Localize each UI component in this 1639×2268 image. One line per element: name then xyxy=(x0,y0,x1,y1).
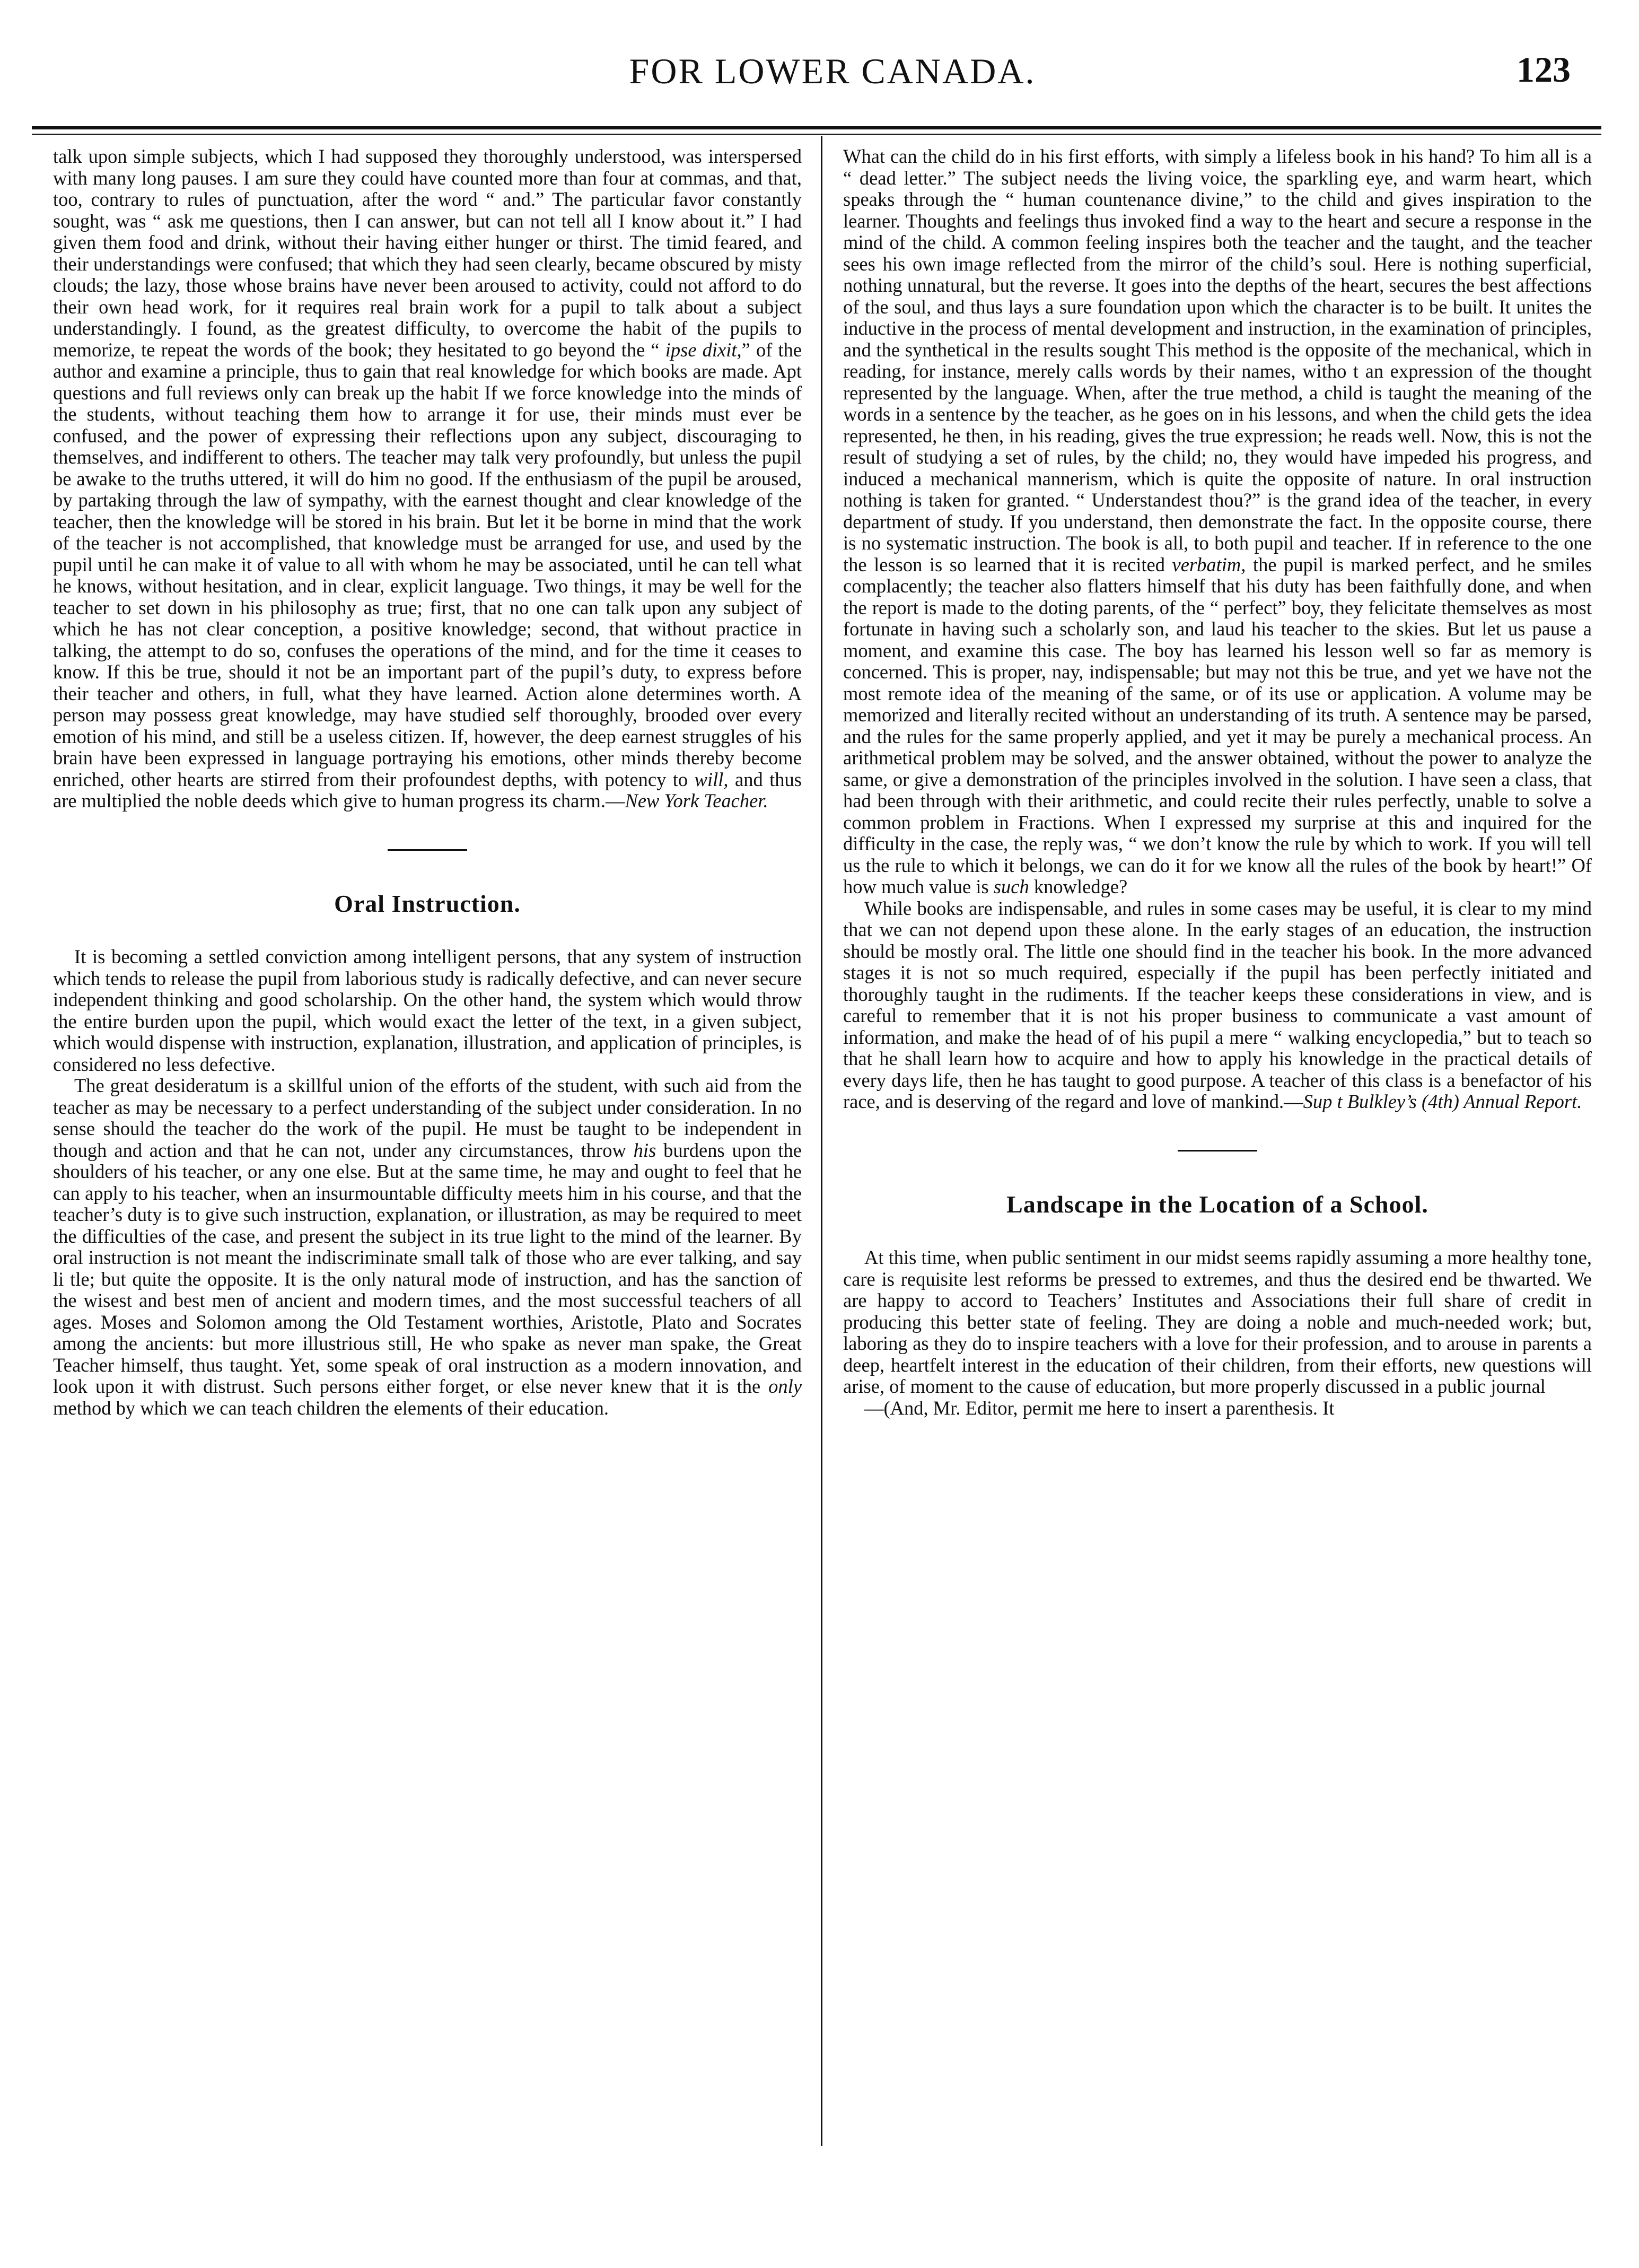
text-segment: method by which we can teach children the elements of their education. xyxy=(53,1397,609,1419)
paragraph xyxy=(53,1075,802,1419)
italic-word: verbatim, xyxy=(1172,553,1246,575)
text-segment: talk upon simple subjects, which I had supposed they thoroughly understood, was interspersed with many long pauses. I am sure they could have counted more than four at commas, and that, too, contrary to rules of punctuation, after the word “ and.” The particular favor constantly sought, was “ ask me questions, then I can answer, but can not tell all I know about it.” I had given them food and drink, without their having either hunger or thirst. The timid feared, and their understandings were confused; that which they had seen clearly, became obscured by misty clouds; the lazy, those whose brains have never been aroused to activity, could not afford to do their own head work, for it requires real brain work for a pupil to talk about a subject understandingly. I found, as the greatest difficulty, to overcome the habit of the pupils to memorize, te repeat the words of the book; they hesitated to go beyond the xyxy=(53,146,802,361)
text-segment: While books are indispensable, and rules in some cases may be useful, it is clear to my mind that we can not depend upon these alone. In the early stages of an education, the instruction should be mostly oral. The little one should find in the teacher his book. In the more advanced stages it is not so much required, especially if the pupil has been perfectly initiated and thoroughly taught in the rudiments. If the teacher keeps these considerations in view, and is careful to remember that it is not his proper business to communicate a vast amount of information, and make the head of of his pupil a mere “ walking encyclopedia,” but to teach so that he shall learn how to acquire and how to apply his knowledge in the practical details of every days life, then he has taught to good purpose. A teacher of this class is a benefactor of his race, and is deserving of the regard and love of mankind.— xyxy=(843,897,1592,1112)
text-segment: and thus are multiplied the noble deeds which give to human progress its charm.— xyxy=(53,768,802,812)
column-divider xyxy=(821,136,822,2146)
text-segment: knowledge? xyxy=(1033,876,1128,897)
italic-word: will, xyxy=(694,768,729,790)
header-rule-thin xyxy=(32,134,1601,135)
paragraph: It is becoming a settled conviction among intelligent persons, that any system of instruction which tends to release the pupil from laborious study is radically defective, and can never secure independent thinking and good scholarship. On the other hand, the system which would throw the entire burden upon the pupil, which would exact the letter of the text, in a given subject, which would dispense with instruction, explanation, illustration, and application of principles, is considered no less defective. xyxy=(53,946,802,1075)
section-separator xyxy=(1178,1150,1257,1152)
source-attribution: Sup t Bulkley’s (4th) Annual Report. xyxy=(1303,1091,1582,1112)
quote-open: “ xyxy=(651,338,665,361)
quote-close: ” xyxy=(741,338,756,361)
text-segment: What can the child do in his first efforts, with simply a lifeless book in his hand? To him all is a “ dead letter.” The subject needs the living voice, the sparkling eye, and warm heart, which speaks through the “ human countenance divine,” to the child and gives inspiration to the learner. Thoughts and feelings thus invoked find a way to the heart and secure a response in the mind of the child. A common feeling inspires both the teacher and the taught, and the teacher sees his own image reflected from the mirror of the child’s soul. Here is nothing superficial, nothing unnatural, but the reverse. It goes into the depths of the heart, secures the best affections of the soul, and thus lays a sure foundation upon which the character is to be built. It unites the inductive in the process of mental development and instruction, in the examination of principles, and the synthetical in the results sought This method is the opposite of the mechanical, which in reading, for instance, merely calls words by their names, witho t an expression of the thought represented by the language. When, after the true method, a child is taught the meaning of the words in a sentence by the teacher, as he goes on in his lessons, and when the child gets the idea represented, he then, in his reading, gives the true expression; he reads well. Now, this is not the result of studying a set of rules, by the child; no, they would have impeded his progress, and induced a mechanical mannerism, which is quite the opposite of nature. In oral instruction nothing is taken for granted. “ Understandest thou?” is the grand idea of the teacher, in every department of study. If you understand, then demonstrate the fact. In the opposite course, there is no systematic instruction. The book is all, to both pupil and teacher. If in reference to the one the lesson is so learned that it is recited xyxy=(843,146,1592,575)
italic-word: his xyxy=(633,1139,656,1161)
paragraph xyxy=(843,898,1592,1113)
text-segment: The great desideratum is a skillful union of the efforts of the student, with such aid from the teacher as may be necessary to a perfect understanding of the subject under consideration. In no sense should the teacher do the work of the pupil. He must be taught to be independent in though and action and that he can not, under any circumstances, throw xyxy=(53,1075,802,1161)
running-title: FOR LOWER CANADA. xyxy=(629,51,1036,91)
right-column xyxy=(843,146,1592,2143)
paragraph xyxy=(843,146,1592,898)
section-separator xyxy=(388,849,467,851)
header-rule-thick xyxy=(32,126,1601,129)
text-segment: of the author and examine a principle, thus to gain that real knowledge for which books are made. Apt questions and full reviews only can break up the habit If we force knowledge into the minds of the students, without teaching them how to arrange it for use, their minds must ever be confused, and the power of expressing their reflections upon any subject, discouraging to themselves, and indifferent to others. The teacher may talk very profoundly, but unless the pupil be awake to the truths uttered, it will do him no good. If the enthusiasm of the pupil be aroused, by partaking through the law of sympathy, with the earnest thought and clear knowledge of the teacher, then the knowledge will be stored in his brain. But let it be borne in mind that the work of the teacher is not accomplished, that knowledge must be arranged for use, and used by the pupil until he can make it of value to all with whom he may be associated, until he can tell what he knows, without hesitation, and in clear, explicit language. Two things, it may be well for the teacher to set down in his philosophy as true; first, that no one can talk upon any subject of which he has not clear conception, a positive knowledge; second, that without practice in talking, the attempt to do so, confuses the operations of the mind, and for the time it ceases to know. If this be true, should it not be an important part of the pupil’s duty, to express before their teacher and others, in full, what they have learned. Action alone determines worth. A person may possess great knowledge, may have studied self thoroughly, brooded over every emotion of his mind, and still be a useless citizen. If, however, the deep earnest struggles of his brain have been expressed in language portraying his emotions, other minds thereby become enriched, other hearts are stirred from their profoundest depths, with potency to xyxy=(53,338,802,790)
italic-word: only xyxy=(768,1375,802,1397)
continued-article-text xyxy=(53,146,802,812)
italic-phrase: ipse dixit, xyxy=(665,338,742,361)
text-segment: burdens upon the shoulders of his teacher, or any one else. But at the same time, he may and ought to feel that he can apply to his teacher, when an insurmountable difficulty meets him in his course, and that the teacher’s duty is to give such instruction, explanation, or illustration, as may be required to meet the difficulties of the case, and present the subject in its true light to the mind of the learner. By oral instruction is not meant the indiscriminate small talk of those who are ever talking, and say li tle; but quite the opposite. It is the only natural mode of instruction, and has the sanction of the wisest and best men of ancient and modern times, and the most successful teachers of all ages. Moses and Solomon among the Old Testament worthies, Aristotle, Plato and Socrates among the ancients: but more illustrious still, He who spake as never man spake, the Great Teacher himself, thus taught. Yet, some speak of oral instruction as a modern innovation, and look upon it with distrust. Such persons either forget, or else never knew that it is the xyxy=(53,1139,802,1397)
text-segment: the pupil is marked perfect, and he smiles complacently; the teacher also flatters himself that his duty has been faithfully done, and when the report is made to the doting parents, of the “ perfect” boy, they felicitate themselves as most fortunate in having such a scholarly son, and laud his teacher to the skies. But let us pause a moment, and examine this case. The boy has learned his lesson well so far as memory is concerned. This is proper, nay, indispensable; but may not this be true, and yet we have not the most remote idea of the meaning of the same, or of its use or application. A volume may be memorized and literally recited without an understanding of its truth. A sentence may be parsed, and the rules for the same properly applied, and yet it may be purely a mechanical process. An arithmetical problem may be solved, and the answer obtained, without the power to analyze the same, or give a demonstration of the principles involved in the solution. I have seen a class, that had been through with their arithmetic, and could recite their rules perfectly, unable to solve a common problem in Fractions. When I expressed my surprise at this and inquired for the difficulty in the case, the reply was, “ we don’t know the rule by which to work. If you will tell us the rule to which it belongs, we can do it for we know all the rules of the book by heart!” Of how much value is xyxy=(843,553,1592,897)
paragraph: —(And, Mr. Editor, permit me here to insert a parenthesis. It xyxy=(864,1397,1335,1419)
paragraph: At this time, when public sentiment in our midst seems rapidly assuming a more healthy tone, care is requisite lest reforms be pressed to extremes, and thus the desired end be thwarted. We are happy to accord to Teachers’ Institutes and Associations their full share of credit in producing this better state of feeling. They are doing a noble and much-needed work; but, laboring as they do to inspire teachers with a love for their profession, and to arouse in parents a deep, heartfelt interest in the education of their children, from their efforts, new questions will arise, of moment to the cause of education, but more properly discussed in a public journal xyxy=(843,1246,1592,1397)
left-column xyxy=(53,146,802,2143)
article-heading-oral-instruction: Oral Instruction. xyxy=(334,889,521,917)
article-heading-landscape: Landscape in the Location of a School. xyxy=(1006,1190,1428,1218)
italic-word: such xyxy=(993,876,1029,897)
page-number: 123 xyxy=(1517,49,1571,90)
source-attribution: New York Teacher. xyxy=(625,790,768,812)
